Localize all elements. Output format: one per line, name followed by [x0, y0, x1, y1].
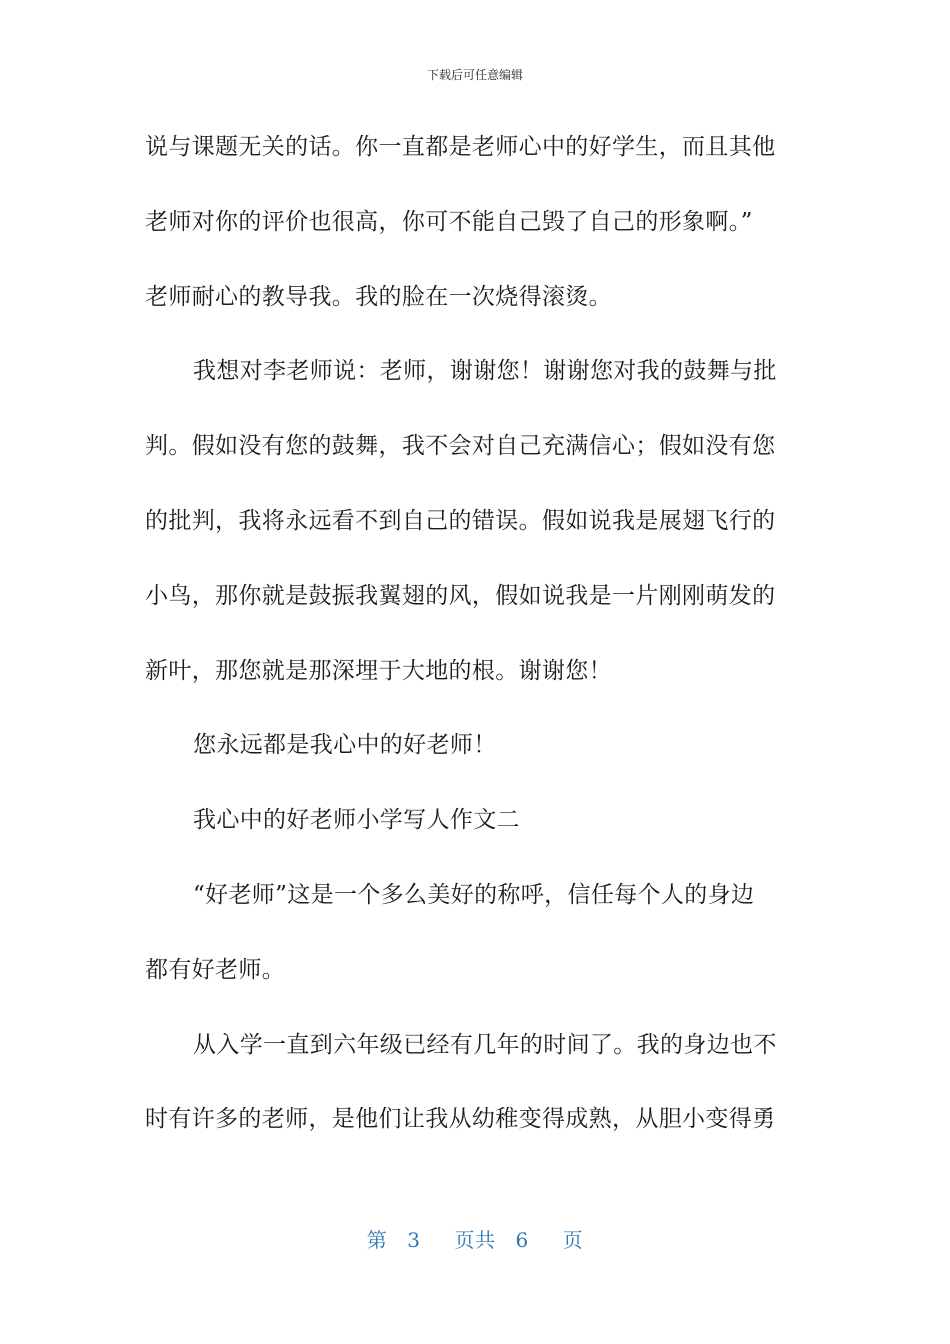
text-line: 的批判，我将永远看不到自己的错误。假如说我是展翅飞行的 — [145, 507, 776, 534]
text-line: 时有许多的老师，是他们让我从幼稚变得成熟，从胆小变得勇 — [145, 1106, 776, 1133]
page-footer — [0, 1224, 950, 1253]
text-line: 新叶，那您就是那深埋于大地的根。谢谢您！ — [145, 657, 612, 684]
text-line: 都有好老师。 — [145, 956, 286, 983]
page-current-number: 3 — [407, 1228, 421, 1252]
text-line: 判。假如没有您的鼓舞，我不会对自己充满信心；假如没有您 — [145, 433, 776, 460]
page-label-prefix: 第 — [366, 1228, 388, 1252]
text-line: 老师耐心的教导我。我的脸在一次烧得滚烫。 — [145, 283, 612, 310]
paragraph-start-line: “好老师”这是一个多么美好的称呼，信任每个人的身边 — [193, 881, 755, 908]
document-body — [145, 121, 795, 1168]
paragraph-start-line: 从入学一直到六年级已经有几年的时间了。我的身边也不 — [193, 1031, 777, 1058]
page-label-suffix: 页 — [562, 1228, 584, 1252]
paragraph-start-line: 我想对李老师说：老师，谢谢您！谢谢您对我的鼓舞与批 — [193, 358, 777, 385]
section-heading: 我心中的好老师小学写人作文二 — [193, 807, 520, 834]
page-label-middle: 页共 — [454, 1228, 496, 1252]
text-line: 说与课题无关的话。你一直都是老师心中的好学生，而且其他 — [145, 134, 776, 160]
page-header: 下载后可任意编辑 — [426, 68, 523, 82]
page-total-number: 6 — [515, 1228, 529, 1252]
text-line: 老师对你的评价也很高，你可不能自己毁了自己的形象啊。” — [145, 208, 753, 235]
text-line: 小鸟，那你就是鼓振我翼翅的风，假如说我是一片刚刚萌发的 — [145, 582, 776, 609]
paragraph-start-line: 您永远都是我心中的好老师！ — [193, 732, 497, 759]
